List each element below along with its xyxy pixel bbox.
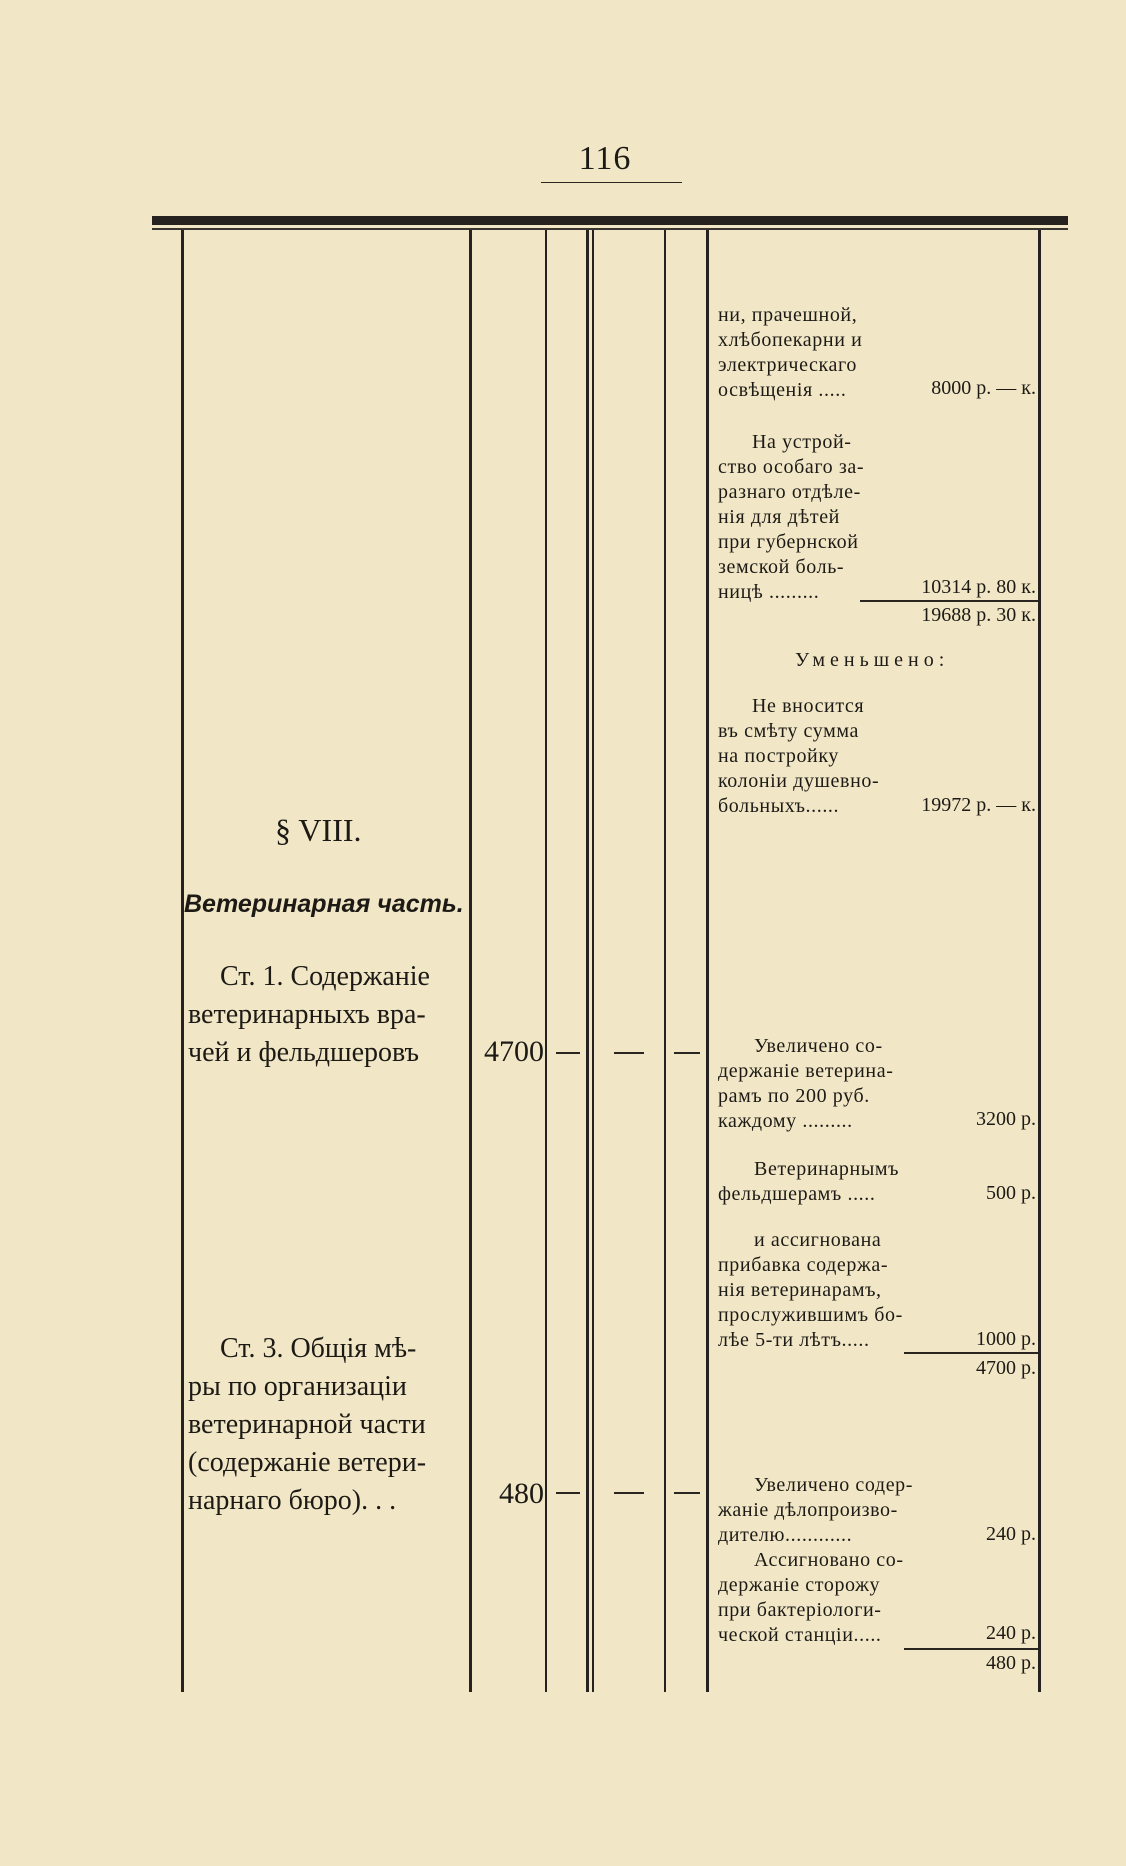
table-top-rule-thin xyxy=(152,228,1068,230)
note-text: и ассигнована прибавка содержа- нія ветеринарамъ, прослужившимъ бо- лѣе 5-ти лѣтъ..... xyxy=(718,1229,903,1351)
article-amount: 480 xyxy=(499,1477,544,1510)
dash xyxy=(614,1492,644,1494)
page-number-rule xyxy=(541,182,682,183)
note-amount: 240 р. xyxy=(986,1622,1036,1644)
note-text: ни, прачешной, хлѣбопекарни и электрическаго освѣщенія ..... xyxy=(718,304,863,401)
note-text: Увеличено содер- жаніе дѣлопроизво- дителю............ xyxy=(718,1474,914,1546)
article-text: Ст. 3. Общія мѣ- ры по организаціи ветеринарной части (содержаніе ветери- нарнаго бюро). . . xyxy=(188,1333,427,1516)
note-amount: 19972 р. — к. xyxy=(921,794,1036,816)
dash xyxy=(674,1052,700,1054)
note-total: 480 р. xyxy=(986,1652,1036,1674)
dash xyxy=(556,1492,580,1494)
note-total: 4700 р. xyxy=(976,1357,1036,1379)
column-divider xyxy=(469,230,472,1692)
sum-rule xyxy=(860,600,1038,602)
note-amount: 8000 р. — к. xyxy=(931,377,1036,399)
column-divider xyxy=(545,230,547,1692)
note-amount: 1000 р. xyxy=(976,1328,1036,1350)
note-text: Увеличено со- держаніе ветерина- рамъ по 200 руб. каждому ......... xyxy=(718,1035,894,1132)
dash xyxy=(556,1052,580,1054)
column-divider xyxy=(1038,230,1041,1692)
note-text: Ассигновано со- держаніе сторожу при бактеріологи- ческой станціи..... xyxy=(718,1549,904,1646)
note-subtotal: 19688 р. 30 к. xyxy=(921,604,1036,626)
sum-rule xyxy=(904,1352,1038,1354)
column-divider xyxy=(592,230,594,1692)
column-divider xyxy=(664,230,666,1692)
table-top-rule xyxy=(152,216,1068,225)
sum-rule xyxy=(904,1648,1038,1650)
note-heading: Уменьшено: xyxy=(795,649,950,671)
note-text: Ветеринарнымъ фельдшерамъ ..... xyxy=(718,1158,900,1205)
column-divider xyxy=(181,230,184,1692)
page-number: 116 xyxy=(578,140,632,177)
note-text: Не вносится въ смѣту сумма на постройку колоніи душевно- больныхъ...... xyxy=(718,695,880,817)
note-amount: 10314 р. 80 к. xyxy=(921,576,1036,598)
article-text: Ст. 1. Содержаніе ветеринарныхъ вра- чей и фельдшеровъ xyxy=(188,961,430,1068)
dash xyxy=(614,1052,644,1054)
note-amount: 500 р. xyxy=(986,1182,1036,1204)
column-divider xyxy=(586,230,589,1692)
note-text: На устрой- ство особаго за- разнаго отдѣле- нія для дѣтей при губернской земской боль- ницѣ ......... xyxy=(718,431,865,603)
section-title: § VIII. xyxy=(275,812,362,848)
note-amount: 3200 р. xyxy=(976,1108,1036,1130)
note-amount: 240 р. xyxy=(986,1523,1036,1545)
section-subtitle: Ветеринарная часть. xyxy=(184,890,464,918)
article-amount: 4700 xyxy=(484,1035,544,1068)
column-divider xyxy=(706,230,709,1692)
dash xyxy=(674,1492,700,1494)
